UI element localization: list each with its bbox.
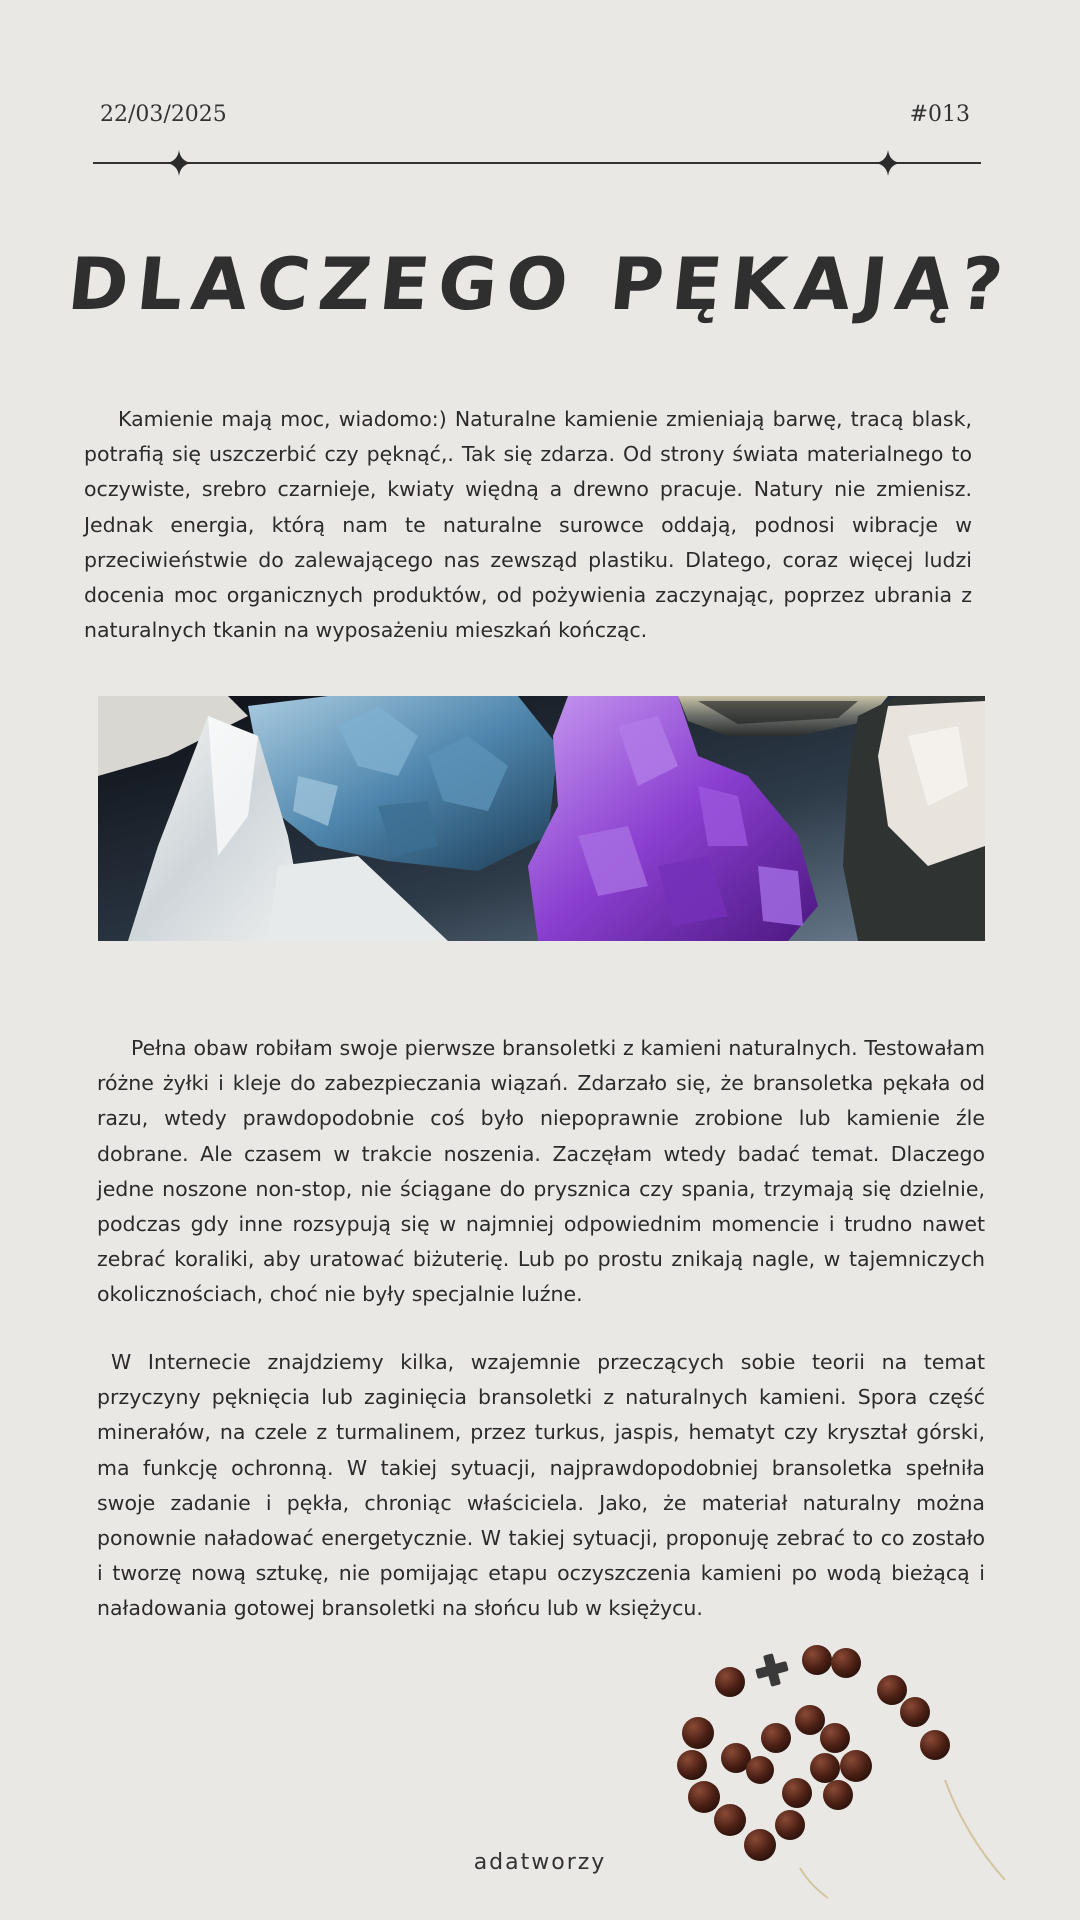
header-divider bbox=[93, 162, 981, 164]
paragraph-experience: Pełna obaw robiłam swoje pierwsze bransoletki z kamieni naturalnych. Testowałam różne żyłki i kleje do zabezpieczania wiązań. Zdarzało się, że bransoletka pękała od razu, wtedy prawdopodobnie coś było niepoprawnie zrobione lub kamienie źle dobrane. Ale czasem w trakcie noszenia. Zaczęłam wtedy badać temat. Dlaczego jedne noszone non-stop, nie ściągane do prysznica czy spania, trzymają się dzielnie, podczas gdy inne rozsypują się w najmniej odpowiednim momencie i trudno nawet zebrać koraliki, aby uratować biżuterię. Lub po prostu znikają nagle, w tajemniczych okolicznościach, choć nie były specjalnie luźne. bbox=[97, 1036, 985, 1307]
issue-date: 22/03/2025 bbox=[100, 102, 227, 127]
sparkle-icon bbox=[875, 150, 901, 176]
issue-number: #013 bbox=[909, 102, 970, 127]
sparkle-icon bbox=[166, 150, 192, 176]
brand-footer: adatworzy bbox=[473, 1850, 607, 1875]
paragraph-intro: Kamienie mają moc, wiadomo:) Naturalne kamienie zmieniają barwę, tracą blask, potrafią się uszczerbić czy pęknąć,. Tak się zdarza. Od strony świata materialnego to oczywiste, srebro czarnieje, kwiaty więdną a drewno pracuje. Natury nie zmienisz. Jednak energia, którą nam te naturalne surowce oddają, podnosi wibracje w przeciwieństwie do zalewającego nas zewsząd plastiku. Dlatego, coraz więcej ludzi docenia moc organicznych produktów, od pożywienia zaczynając, poprzez ubrania z naturalnych tkanin na wyposażeniu mieszkań kończąc. bbox=[84, 407, 972, 643]
crystals-banner-image bbox=[98, 696, 985, 941]
paragraph-theories: W Internecie znajdziemy kilka, wzajemnie przeczących sobie teorii na temat przyczyny pęknięcia lub zaginięcia bransoletki z naturalnych kamieni. Spora część minerałów, na czele z turmalinem, przez turkus, jaspis, hematyt czy kryształ górski, ma funkcję ochronną. W takiej sytuacji, najprawdopodobniej bransoletka spełniła swoje zadanie i pękła, chroniąc właściciela. Jako, że materiał naturalny można ponownie naładować energetycznie. W takiej sytuacji, proponuję zebrać to co zostało i tworzę nową sztukę, nie pomijając etapu oczyszczenia kamieni po wodą bieżącą i naładowania gotowej bransoletki na słońcu lub w księżycu. bbox=[97, 1350, 985, 1621]
page-title: DLACZEGO PĘKAJĄ? bbox=[64, 242, 1016, 326]
